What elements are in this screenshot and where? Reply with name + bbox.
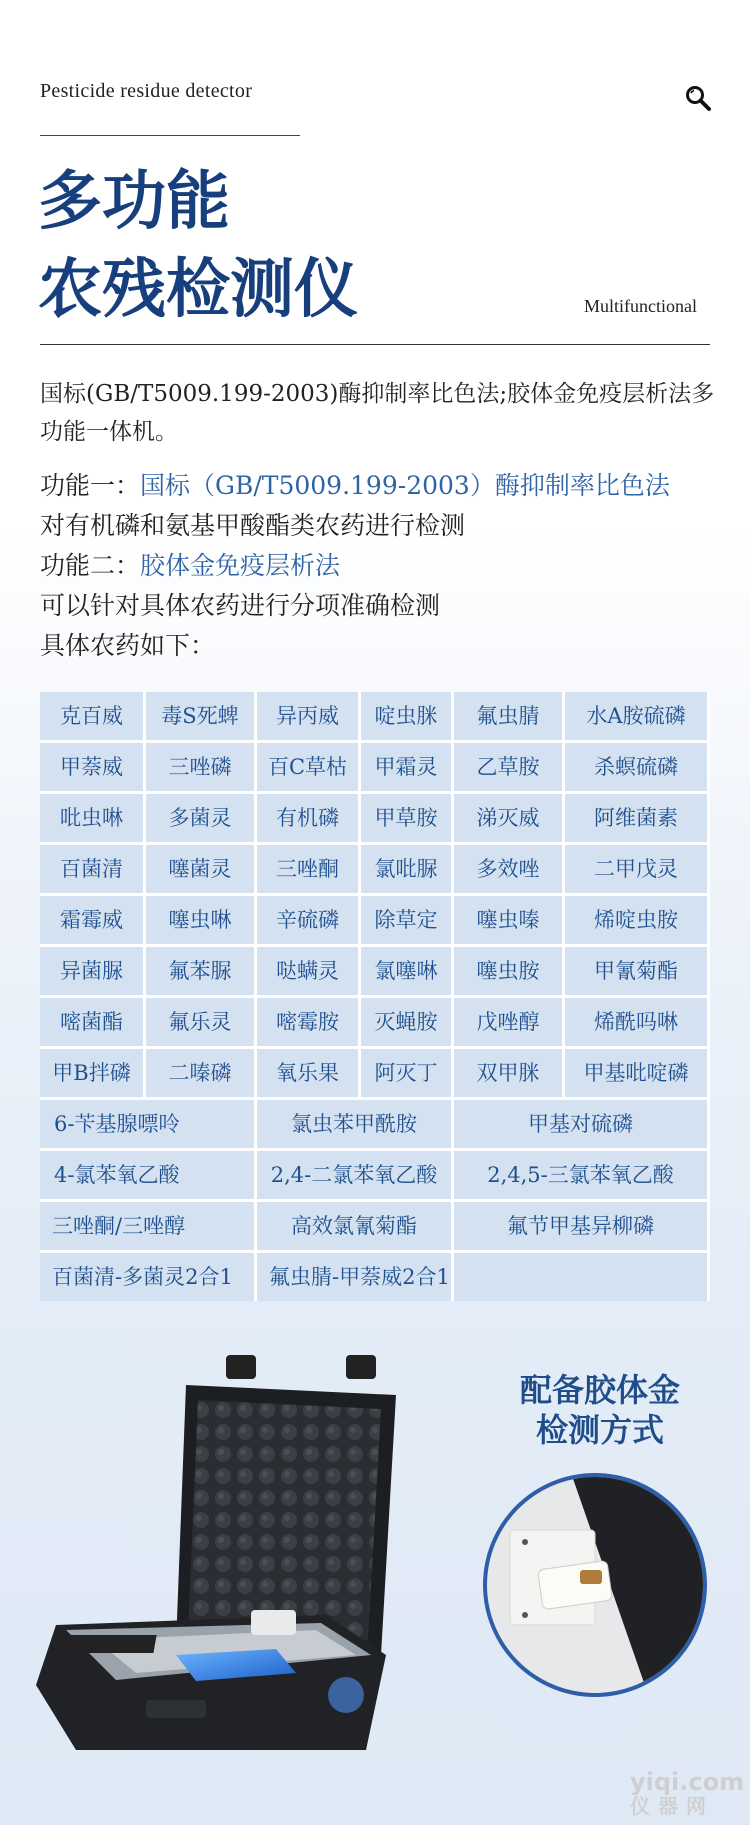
pesticide-cell: 三唑磷 <box>146 743 254 791</box>
function-two <box>40 547 730 585</box>
pesticide-cell: 氟乐灵 <box>146 998 254 1046</box>
watermark <box>630 1770 750 1818</box>
pesticide-cell-wide: 2,4,5-三氯苯氧乙酸 <box>454 1151 707 1199</box>
pesticide-cell: 除草定 <box>361 896 451 944</box>
title-divider <box>40 344 710 345</box>
function-one <box>40 467 730 505</box>
pesticide-cell: 克百威 <box>40 692 143 740</box>
pesticide-cell-wide: 4-氯苯氧乙酸 <box>40 1151 254 1199</box>
title-line-1: 多功能 <box>38 164 230 239</box>
pesticide-cell: 多菌灵 <box>146 794 254 842</box>
pesticide-cell: 氯噻啉 <box>361 947 451 995</box>
pesticide-cell: 杀螟硫磷 <box>565 743 707 791</box>
pesticide-cell: 二嗪磷 <box>146 1049 254 1097</box>
pesticide-cell-wide: 百菌清-多菌灵2合1 <box>40 1253 254 1301</box>
pesticide-cell: 甲B拌磷 <box>40 1049 143 1097</box>
title-line-2: 农残检测仪 <box>38 252 358 327</box>
pesticide-cell-empty <box>454 1253 707 1301</box>
pesticide-cell: 二甲戊灵 <box>565 845 707 893</box>
callout-line-2: 检测方式 <box>535 1411 664 1449</box>
pesticide-table <box>40 692 710 1301</box>
pesticide-cell: 多效唑 <box>454 845 562 893</box>
pesticide-cell: 噻虫胺 <box>454 947 562 995</box>
title-english: Multifunctional <box>584 296 697 316</box>
pesticide-cell: 噻菌灵 <box>146 845 254 893</box>
pesticide-cell: 辛硫磷 <box>257 896 358 944</box>
pesticide-cell-wide: 氯虫苯甲酰胺 <box>257 1100 451 1148</box>
pesticide-cell: 甲氰菊酯 <box>565 947 707 995</box>
pesticide-cell-wide: 氟虫腈-甲萘威2合1 <box>257 1253 451 1301</box>
pesticide-cell: 水A胺硫磷 <box>565 692 707 740</box>
watermark-domain: yiqi.com <box>630 1768 745 1796</box>
pesticide-cell: 甲萘威 <box>40 743 143 791</box>
pesticide-cell-wide: 2,4-二氯苯氧乙酸 <box>257 1151 451 1199</box>
function-one-method: 国标（GB/T5009.199-2003）酶抑制率比色法 <box>140 471 670 500</box>
pesticide-cell: 烯酰吗啉 <box>565 998 707 1046</box>
function-one-label: 功能一： <box>40 471 141 500</box>
page-title <box>38 158 358 334</box>
pesticide-cell: 嘧霉胺 <box>257 998 358 1046</box>
pesticide-cell: 异丙威 <box>257 692 358 740</box>
pesticide-cell-wide: 氟节甲基异柳磷 <box>454 1202 707 1250</box>
pesticide-cell: 有机磷 <box>257 794 358 842</box>
pesticide-cell: 甲草胺 <box>361 794 451 842</box>
function-two-desc: 可以针对具体农药进行分项准确检测 <box>40 591 441 620</box>
watermark-cn: 仪器网 <box>630 1794 714 1818</box>
pesticide-cell-wide: 三唑酮/三唑醇 <box>40 1202 254 1250</box>
pesticide-cell: 甲霜灵 <box>361 743 451 791</box>
pesticide-cell: 吡虫啉 <box>40 794 143 842</box>
pesticide-cell: 毒S死蜱 <box>146 692 254 740</box>
pesticide-cell: 氟苯脲 <box>146 947 254 995</box>
intro-text: 国标(GB/T5009.199-2003)酶抑制率比色法;胶体金免疫层析法多功能一体机。 <box>40 381 715 445</box>
pesticide-cell: 霜霉威 <box>40 896 143 944</box>
pesticide-cell-wide: 甲基对硫磷 <box>454 1100 707 1148</box>
pesticide-cell-wide: 6-苄基腺嘌呤 <box>40 1100 254 1148</box>
pesticide-cell: 异菌脲 <box>40 947 143 995</box>
pesticide-cell: 嘧菌酯 <box>40 998 143 1046</box>
function-one-desc: 对有机磷和氨基甲酸酯类农药进行检测 <box>40 511 466 540</box>
test-card-slot-zoom-image <box>480 1470 710 1700</box>
function-two-method: 胶体金免疫层析法 <box>140 551 341 580</box>
pesticide-cell: 噻虫啉 <box>146 896 254 944</box>
pesticide-cell: 灭蝇胺 <box>361 998 451 1046</box>
pesticide-cell: 乙草胺 <box>454 743 562 791</box>
pesticide-cell: 烯啶虫胺 <box>565 896 707 944</box>
function-two-label: 功能二： <box>40 551 141 580</box>
detector-case-image <box>36 1355 436 1755</box>
pesticide-cell: 三唑酮 <box>257 845 358 893</box>
colloidal-gold-callout <box>500 1370 700 1450</box>
pesticide-cell: 氯吡脲 <box>361 845 451 893</box>
pesticide-cell: 百菌清 <box>40 845 143 893</box>
pesticide-cell: 甲基吡啶磷 <box>565 1049 707 1097</box>
pesticide-cell: 双甲脒 <box>454 1049 562 1097</box>
pesticide-cell: 氧乐果 <box>257 1049 358 1097</box>
pesticide-cell: 阿维菌素 <box>565 794 707 842</box>
pesticide-cell: 百C草枯 <box>257 743 358 791</box>
pesticide-cell: 噻虫嗪 <box>454 896 562 944</box>
search-icon[interactable] <box>684 84 712 112</box>
subtitle-divider <box>40 135 300 136</box>
pesticide-cell-wide: 高效氯氰菊酯 <box>257 1202 451 1250</box>
callout-line-1: 配备胶体金 <box>519 1371 680 1409</box>
page-subtitle: Pesticide residue detector <box>40 80 253 102</box>
pesticide-cell: 戊唑醇 <box>454 998 562 1046</box>
pesticide-cell: 氟虫腈 <box>454 692 562 740</box>
pesticide-cell: 阿灭丁 <box>361 1049 451 1097</box>
pesticide-cell: 哒螨灵 <box>257 947 358 995</box>
pesticide-cell: 啶虫脒 <box>361 692 451 740</box>
pesticide-cell: 涕灭威 <box>454 794 562 842</box>
pesticide-list-intro: 具体农药如下： <box>40 631 216 660</box>
